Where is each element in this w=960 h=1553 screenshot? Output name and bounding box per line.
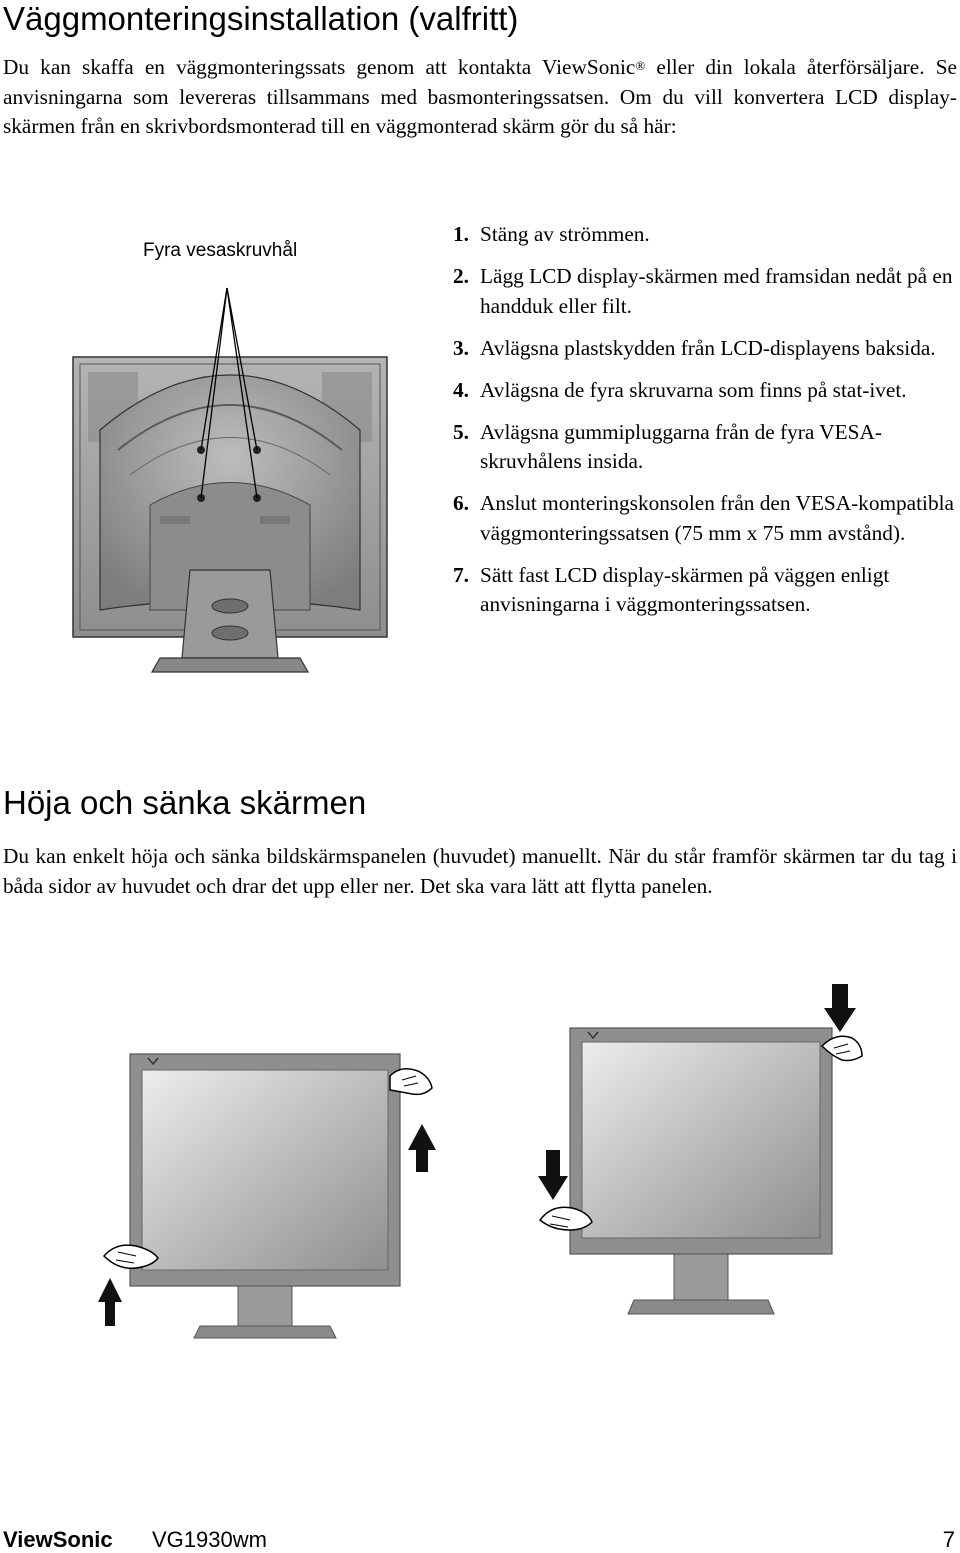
step-number: 4. <box>453 377 469 402</box>
vesa-holes-label: Fyra vesaskruvhål <box>143 240 298 261</box>
step-item <box>453 489 958 548</box>
footer-model: VG1930wm <box>152 1527 267 1552</box>
step-text: Lägg LCD display-skärmen med framsidan nedåt på en handduk eller filt. <box>480 264 953 318</box>
step-item <box>453 262 958 321</box>
step-number: 2. <box>453 264 469 288</box>
intro-paragraph <box>3 53 957 142</box>
registered-mark: ® <box>635 58 646 73</box>
step-number: 5. <box>453 419 469 444</box>
step-text: Anslut monteringskonsolen från den VESA-kompatibla väggmonteringssatsen (75 mm x 75 mm avstånd). <box>480 491 954 545</box>
monitor-lower-illustration <box>530 980 870 1320</box>
step-text: Avlägsna de fyra skruvarna som finns på stat-ivet. <box>480 377 907 402</box>
step-item <box>453 561 958 620</box>
installation-steps <box>453 220 958 632</box>
step-number: 7. <box>453 562 469 587</box>
step-text: Avlägsna plastskydden från LCD-displayens baksida. <box>480 335 936 360</box>
step-text: Avlägsna gummipluggarna från de fyra VESA-skruvhålens insida. <box>480 419 882 473</box>
step-number: 1. <box>453 222 469 246</box>
step-item <box>453 220 958 250</box>
step-item <box>453 376 958 406</box>
intro-text-before: Du kan skaffa en väggmonteringssats genom att kontakta ViewSonic <box>3 55 636 79</box>
step-item <box>453 418 958 477</box>
monitor-back-diagram <box>60 280 400 690</box>
step-text: Sätt fast LCD display-skärmen på väggen enligt anvisningarna i väggmonteringssatsen. <box>480 562 890 616</box>
step-number: 6. <box>453 491 469 515</box>
section-title-height: Höja och sänka skärmen <box>3 784 367 821</box>
step-number: 3. <box>453 335 469 360</box>
intro-text-after: eller din lokala återförsäljare. Se anvisningarna som levereras tillsammans med basmonteringssatsen. Om du vill konvertera LCD display-skärmen från en skrivbordsmonterad till en väggmonterad skärm gör du så här: <box>3 55 957 138</box>
height-paragraph: Du kan enkelt höja och sänka bildskärmspanelen (huvudet) manuellt. När du står framför skärmen tar du tag i båda sidor av huvudet och drar det upp eller ner. Det ska vara lätt att flytta panelen. <box>3 844 957 898</box>
monitor-raise-illustration <box>90 1040 450 1340</box>
step-text: Stäng av strömmen. <box>480 222 650 246</box>
page-title: Väggmonteringsinstallation (valfritt) <box>3 0 519 37</box>
footer-brand: ViewSonic <box>3 1527 113 1552</box>
step-item <box>453 334 958 364</box>
footer-page-number: 7 <box>942 1527 955 1552</box>
